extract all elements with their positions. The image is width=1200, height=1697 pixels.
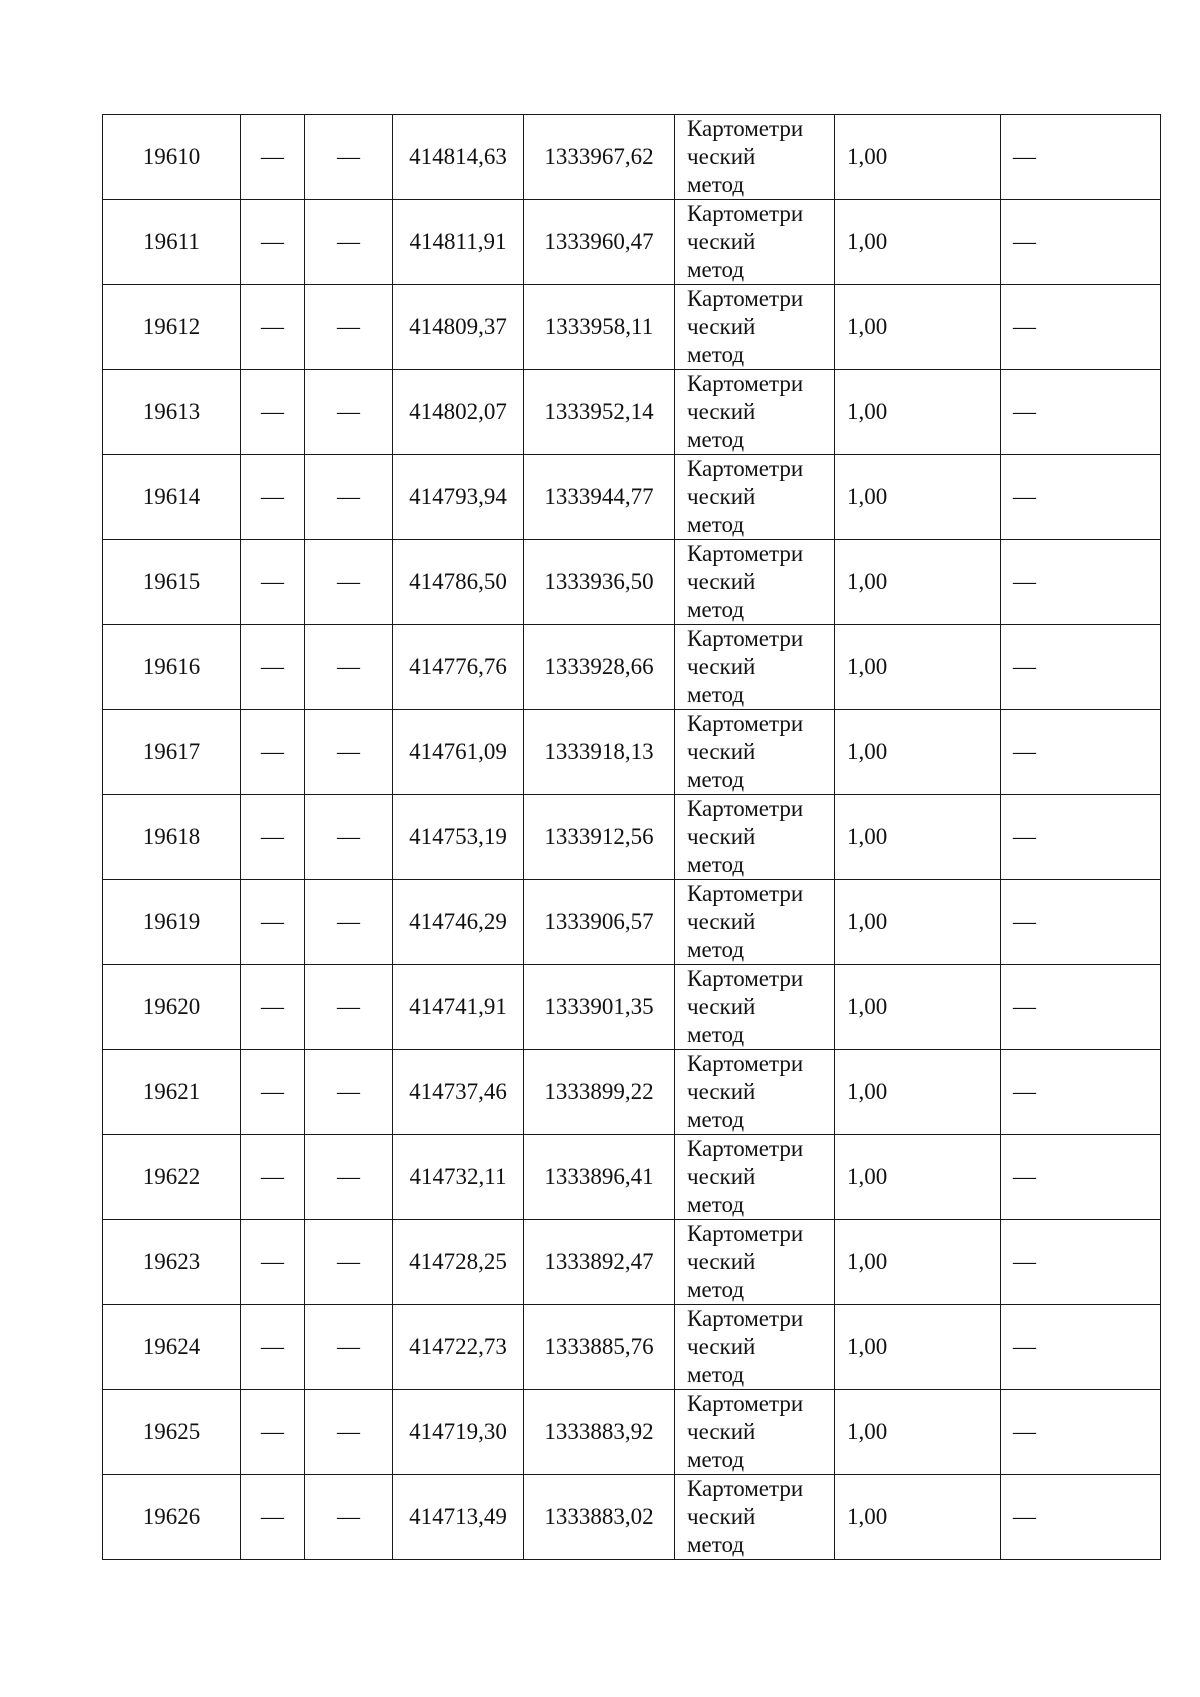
empty-column-cell: — [305,1050,393,1135]
x-coordinate-cell: 414719,30 [393,1390,524,1475]
y-coordinate-cell: 1333912,56 [524,795,675,880]
method-text-line: метод [687,597,745,622]
empty-column-cell: — [305,1135,393,1220]
empty-column-cell: — [241,1305,305,1390]
empty-column-cell: — [241,1135,305,1220]
description-cell: — [1001,115,1161,200]
x-coordinate-cell: 414737,46 [393,1050,524,1135]
method-text-line: Картометри [687,626,804,651]
coordinates-table [102,114,1161,1560]
method-text-line: Картометри [687,371,804,396]
y-coordinate-cell: 1333883,92 [524,1390,675,1475]
table-row [103,540,1161,625]
method-cell [675,1050,835,1135]
description-cell: — [1001,1390,1161,1475]
precision-cell: 1,00 [835,625,1001,710]
y-coordinate-cell: 1333944,77 [524,455,675,540]
x-coordinate-cell: 414728,25 [393,1220,524,1305]
description-cell: — [1001,880,1161,965]
x-coordinate-cell: 414776,76 [393,625,524,710]
point-number-cell: 19611 [103,200,241,285]
table-row [103,710,1161,795]
method-text-line: метод [687,512,745,537]
precision-cell: 1,00 [835,1305,1001,1390]
method-cell [675,1220,835,1305]
method-text-line: ческий [687,399,756,424]
precision-cell: 1,00 [835,795,1001,880]
y-coordinate-cell: 1333918,13 [524,710,675,795]
point-number-cell: 19618 [103,795,241,880]
point-number-cell: 19615 [103,540,241,625]
x-coordinate-cell: 414811,91 [393,200,524,285]
y-coordinate-cell: 1333901,35 [524,965,675,1050]
method-text-line: Картометри [687,541,804,566]
empty-column-cell: — [305,540,393,625]
method-text-line: метод [687,1022,745,1047]
empty-column-cell: — [305,285,393,370]
method-text-line: ческий [687,1249,756,1274]
description-cell: — [1001,1305,1161,1390]
x-coordinate-cell: 414741,91 [393,965,524,1050]
method-text-line: метод [687,1107,745,1132]
x-coordinate-cell: 414761,09 [393,710,524,795]
method-cell [675,200,835,285]
precision-cell: 1,00 [835,965,1001,1050]
method-text-line: ческий [687,654,756,679]
method-cell [675,115,835,200]
method-text-line: метод [687,1362,745,1387]
table-row [103,1220,1161,1305]
point-number-cell: 19626 [103,1475,241,1560]
method-cell [675,455,835,540]
description-cell: — [1001,1475,1161,1560]
empty-column-cell: — [305,200,393,285]
y-coordinate-cell: 1333958,11 [524,285,675,370]
point-number-cell: 19620 [103,965,241,1050]
precision-cell: 1,00 [835,1390,1001,1475]
description-cell: — [1001,1050,1161,1135]
method-text-line: Картометри [687,1221,804,1246]
method-text-line: ческий [687,144,756,169]
empty-column-cell: — [305,1475,393,1560]
empty-column-cell: — [305,965,393,1050]
method-cell [675,965,835,1050]
method-text-line: Картометри [687,966,804,991]
empty-column-cell: — [305,795,393,880]
description-cell: — [1001,1220,1161,1305]
empty-column-cell: — [305,1220,393,1305]
description-cell: — [1001,625,1161,710]
y-coordinate-cell: 1333883,02 [524,1475,675,1560]
method-cell [675,1135,835,1220]
empty-column-cell: — [305,625,393,710]
x-coordinate-cell: 414713,49 [393,1475,524,1560]
x-coordinate-cell: 414809,37 [393,285,524,370]
empty-column-cell: — [241,1390,305,1475]
method-text-line: Картометри [687,711,804,736]
x-coordinate-cell: 414786,50 [393,540,524,625]
method-text-line: ческий [687,569,756,594]
empty-column-cell: — [241,115,305,200]
description-cell: — [1001,710,1161,795]
description-cell: — [1001,200,1161,285]
method-text-line: ческий [687,1164,756,1189]
point-number-cell: 19616 [103,625,241,710]
x-coordinate-cell: 414746,29 [393,880,524,965]
method-text-line: ческий [687,739,756,764]
empty-column-cell: — [241,540,305,625]
method-text-line: метод [687,257,745,282]
description-cell: — [1001,285,1161,370]
method-text-line: Картометри [687,456,804,481]
table-body [103,115,1161,1560]
point-number-cell: 19619 [103,880,241,965]
description-cell: — [1001,795,1161,880]
method-text-line: ческий [687,314,756,339]
precision-cell: 1,00 [835,1135,1001,1220]
table-row [103,1050,1161,1135]
description-cell: — [1001,540,1161,625]
method-text-line: ческий [687,484,756,509]
method-cell [675,710,835,795]
method-text-line: Картометри [687,286,804,311]
point-number-cell: 19623 [103,1220,241,1305]
empty-column-cell: — [241,1220,305,1305]
method-text-line: метод [687,342,745,367]
empty-column-cell: — [241,880,305,965]
precision-cell: 1,00 [835,285,1001,370]
method-text-line: метод [687,682,745,707]
method-cell [675,1305,835,1390]
precision-cell: 1,00 [835,1220,1001,1305]
description-cell: — [1001,370,1161,455]
method-text-line: метод [687,852,745,877]
empty-column-cell: — [241,200,305,285]
method-cell [675,540,835,625]
empty-column-cell: — [241,285,305,370]
method-text-line: метод [687,1192,745,1217]
method-cell [675,625,835,710]
precision-cell: 1,00 [835,880,1001,965]
table-row [103,795,1161,880]
x-coordinate-cell: 414793,94 [393,455,524,540]
empty-column-cell: — [305,1390,393,1475]
method-text-line: метод [687,427,745,452]
method-text-line: метод [687,937,745,962]
y-coordinate-cell: 1333885,76 [524,1305,675,1390]
method-text-line: метод [687,1277,745,1302]
empty-column-cell: — [305,115,393,200]
table-row [103,1390,1161,1475]
method-text-line: Картометри [687,1306,804,1331]
x-coordinate-cell: 414722,73 [393,1305,524,1390]
method-text-line: ческий [687,229,756,254]
description-cell: — [1001,1135,1161,1220]
empty-column-cell: — [241,965,305,1050]
point-number-cell: 19622 [103,1135,241,1220]
empty-column-cell: — [241,710,305,795]
method-text-line: Картометри [687,116,804,141]
table-row [103,285,1161,370]
y-coordinate-cell: 1333892,47 [524,1220,675,1305]
x-coordinate-cell: 414753,19 [393,795,524,880]
method-cell [675,1475,835,1560]
method-cell [675,1390,835,1475]
table-row [103,880,1161,965]
precision-cell: 1,00 [835,710,1001,795]
empty-column-cell: — [241,625,305,710]
point-number-cell: 19617 [103,710,241,795]
method-text-line: Картометри [687,1391,804,1416]
method-text-line: Картометри [687,201,804,226]
point-number-cell: 19614 [103,455,241,540]
y-coordinate-cell: 1333952,14 [524,370,675,455]
method-cell [675,370,835,455]
method-text-line: ческий [687,909,756,934]
point-number-cell: 19612 [103,285,241,370]
method-text-line: ческий [687,1504,756,1529]
method-text-line: Картометри [687,796,804,821]
y-coordinate-cell: 1333928,66 [524,625,675,710]
precision-cell: 1,00 [835,200,1001,285]
method-text-line: ческий [687,1334,756,1359]
method-cell [675,285,835,370]
empty-column-cell: — [305,880,393,965]
table-row [103,455,1161,540]
table-row [103,965,1161,1050]
method-text-line: Картометри [687,1136,804,1161]
x-coordinate-cell: 414732,11 [393,1135,524,1220]
method-text-line: Картометри [687,881,804,906]
point-number-cell: 19621 [103,1050,241,1135]
precision-cell: 1,00 [835,455,1001,540]
method-text-line: метод [687,1532,745,1557]
x-coordinate-cell: 414802,07 [393,370,524,455]
method-text-line: ческий [687,824,756,849]
empty-column-cell: — [305,710,393,795]
table-row [103,200,1161,285]
method-text-line: метод [687,1447,745,1472]
y-coordinate-cell: 1333936,50 [524,540,675,625]
empty-column-cell: — [241,795,305,880]
empty-column-cell: — [241,1475,305,1560]
precision-cell: 1,00 [835,115,1001,200]
method-text-line: ческий [687,1079,756,1104]
method-text-line: метод [687,172,745,197]
method-text-line: Картометри [687,1476,804,1501]
table-row [103,1475,1161,1560]
table-row [103,370,1161,455]
method-text-line: Картометри [687,1051,804,1076]
description-cell: — [1001,965,1161,1050]
method-text-line: ческий [687,994,756,1019]
point-number-cell: 19625 [103,1390,241,1475]
table-row [103,115,1161,200]
precision-cell: 1,00 [835,1475,1001,1560]
y-coordinate-cell: 1333967,62 [524,115,675,200]
x-coordinate-cell: 414814,63 [393,115,524,200]
empty-column-cell: — [305,370,393,455]
y-coordinate-cell: 1333906,57 [524,880,675,965]
method-cell [675,880,835,965]
table-row [103,625,1161,710]
empty-column-cell: — [241,455,305,540]
point-number-cell: 19610 [103,115,241,200]
precision-cell: 1,00 [835,540,1001,625]
empty-column-cell: — [305,455,393,540]
empty-column-cell: — [305,1305,393,1390]
empty-column-cell: — [241,370,305,455]
point-number-cell: 19613 [103,370,241,455]
description-cell: — [1001,455,1161,540]
precision-cell: 1,00 [835,370,1001,455]
empty-column-cell: — [241,1050,305,1135]
precision-cell: 1,00 [835,1050,1001,1135]
table-row [103,1135,1161,1220]
method-text-line: метод [687,767,745,792]
y-coordinate-cell: 1333960,47 [524,200,675,285]
y-coordinate-cell: 1333899,22 [524,1050,675,1135]
y-coordinate-cell: 1333896,41 [524,1135,675,1220]
method-cell [675,795,835,880]
method-text-line: ческий [687,1419,756,1444]
point-number-cell: 19624 [103,1305,241,1390]
table-row [103,1305,1161,1390]
